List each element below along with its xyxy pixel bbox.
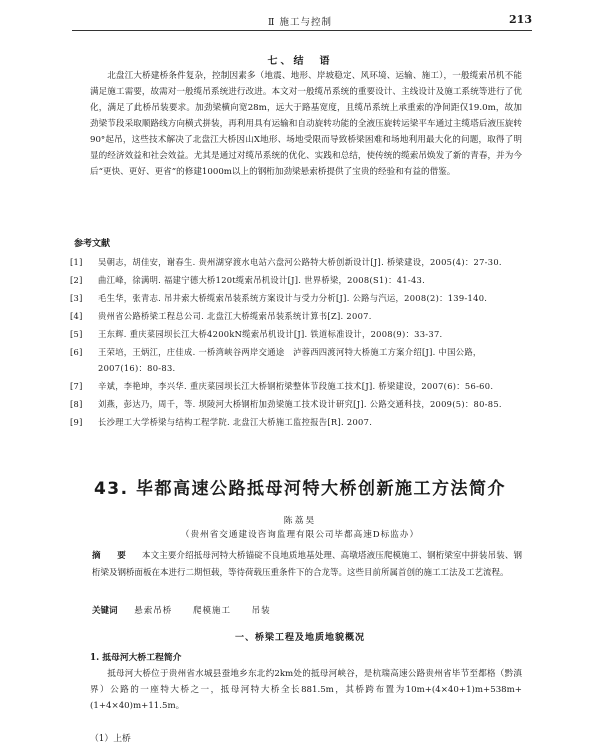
running-header <box>72 14 532 31</box>
reference-item <box>70 308 522 324</box>
keywords <box>92 604 289 616</box>
reference-text: 王东辉. 重庆菜园坝长江大桥4200kN缆索吊机设计[J]. 铁道标准设计，2008(9)：33-37. <box>98 329 443 339</box>
reference-number: [4] <box>70 311 83 321</box>
running-header-section: Ⅱ 施工与控制 <box>268 17 332 28</box>
reference-number: [9] <box>70 417 83 427</box>
reference-item <box>70 254 522 270</box>
reference-text: 长沙理工大学桥梁与结构工程学院. 北盘江大桥施工监控报告[R]. 2007. <box>98 417 373 427</box>
article-affiliation: （贵州省交通建设咨询监理有限公司毕都高速D标监办） <box>180 530 420 540</box>
reference-text: 刘燕，彭达乃，周千，等. 坝陵河大桥钢桁加劲梁施工技术设计研究[J]. 公路交通科技，2009(5)：80-85. <box>98 399 502 409</box>
reference-item <box>70 272 522 288</box>
references-heading: 参考文献 <box>74 239 111 249</box>
reference-number: [7] <box>70 381 83 391</box>
reference-text: 辛斌，李艳坤，李兴华. 重庆菜园坝长江大桥钢桁梁整体节段施工技术[J]. 桥梁建设，2007(6)：56-60. <box>98 381 494 391</box>
article-title: 43. 毕都高速公路抵母河特大桥创新施工方法简介 <box>93 479 507 499</box>
page-number: 213 <box>509 13 532 26</box>
keyword: 悬索吊桥 <box>134 606 173 616</box>
subsection-heading-2: （1）上桥 <box>90 734 131 744</box>
conclusion-paragraph: 北盘江大桥建桥条件复杂，控制因素多（地震、地形、岸坡稳定、风环境、运输、施工），一般缆索吊机不能满足施工需要，故需对一般缆吊系统进行改进。本文对一般缆吊系统的重要设计、主线设计及施工系统等进行了优化，满足了此桥吊装要求。加劲梁横向宽28m，远大于路基宽度，且缆吊系统上承重索的净间距仅19.0m，故加劲梁节段采取顺路线方向横式拼装，再利用具有运输和自动旋转功能的全液压旋转运梁平车通过主缆塔后液压旋转90°起吊，这些技术解决了北盘江大桥因山X地形、场地受限而导致桥梁困难和场地利用最大化的问题，取得了明显的经济效益和社会效益。尤其是通过对缆吊系统的优化、实践和总结，使传统的缆索吊焕发了新的青春，并为今后“更快、更好、更省”的修建1000m以上的钢桁加劲梁悬索桥提供了宝贵的经验和有益的借鉴。 <box>90 71 522 177</box>
reference-text: 吴朝志，胡佳安，谢春生. 贵州湖穿渡水电站六盘河公路特大桥创新设计[J]. 桥梁建设，2005(4)：27-30. <box>98 257 502 267</box>
abstract <box>92 548 522 582</box>
reference-text: 贵州省公路桥梁工程总公司. 北盘江大桥缆索吊装系统计算书[Z]. 2007. <box>98 311 372 321</box>
section-heading: 一、桥梁工程及地质地貌概况 <box>234 633 365 643</box>
reference-text: 曲江峰，徐满明. 福建宁德大桥120t缆索吊机设计[J]. 世界桥梁，2008(S1)：41-43. <box>98 275 426 285</box>
body-paragraph: 抵母河大桥位于贵州省水城县蚕地乡东北约2km处的抵母河峡谷，是杭瑞高速公路贵州省毕节至都格（黔滇界）公路的一座特大桥之一，抵母河特大桥全长881.5m，其桥跨布置为10m+(4×40+1)m+538m+(1+4×40)m+11.5m。 <box>90 669 522 711</box>
abstract-text: 本文主要介绍抵母河特大桥锚碇不良地质地基处理、高墩塔液压爬模施工、钢桁梁室中拼装吊装、钢桁梁及钢桥面板在本进行二期恒载，等待荷载压重条件下的合龙等。这些目前所属首创的施工工法及工艺流程。 <box>92 551 522 578</box>
keyword: 爬模施工 <box>192 606 231 616</box>
reference-number: [6] <box>70 347 83 357</box>
abstract-label: 摘 要 <box>92 551 130 561</box>
reference-text: 毛生华，张青志. 吊井索大桥缆索吊装系统方案设计与受力分析[J]. 公路与汽运，2008(2)：139-140. <box>98 293 488 303</box>
reference-item <box>70 344 522 376</box>
reference-number: [2] <box>70 275 83 285</box>
conclusion-heading: 七、结 语 <box>267 56 333 67</box>
reference-item <box>70 290 522 306</box>
keywords-label: 关键词 <box>92 606 118 616</box>
reference-number: [8] <box>70 399 83 409</box>
reference-text: 王荣培，王炳江，庄佳成. 一桥湾峡谷两岸交通途 泸蓉西四渡河特大桥施工方案介绍[J]. 中国公路，2007(16)：80-83. <box>98 347 482 373</box>
reference-item <box>70 326 522 342</box>
reference-item <box>70 378 522 394</box>
reference-number: [5] <box>70 329 83 339</box>
article-author: 陈荔昊 <box>283 516 317 526</box>
reference-item <box>70 396 522 412</box>
reference-list <box>70 254 522 432</box>
keyword: 吊装 <box>251 606 271 616</box>
reference-number: [3] <box>70 293 83 303</box>
reference-number: [1] <box>70 257 83 267</box>
reference-item <box>70 414 522 430</box>
subsection-heading: 1. 抵母河大桥工程简介 <box>90 653 182 663</box>
